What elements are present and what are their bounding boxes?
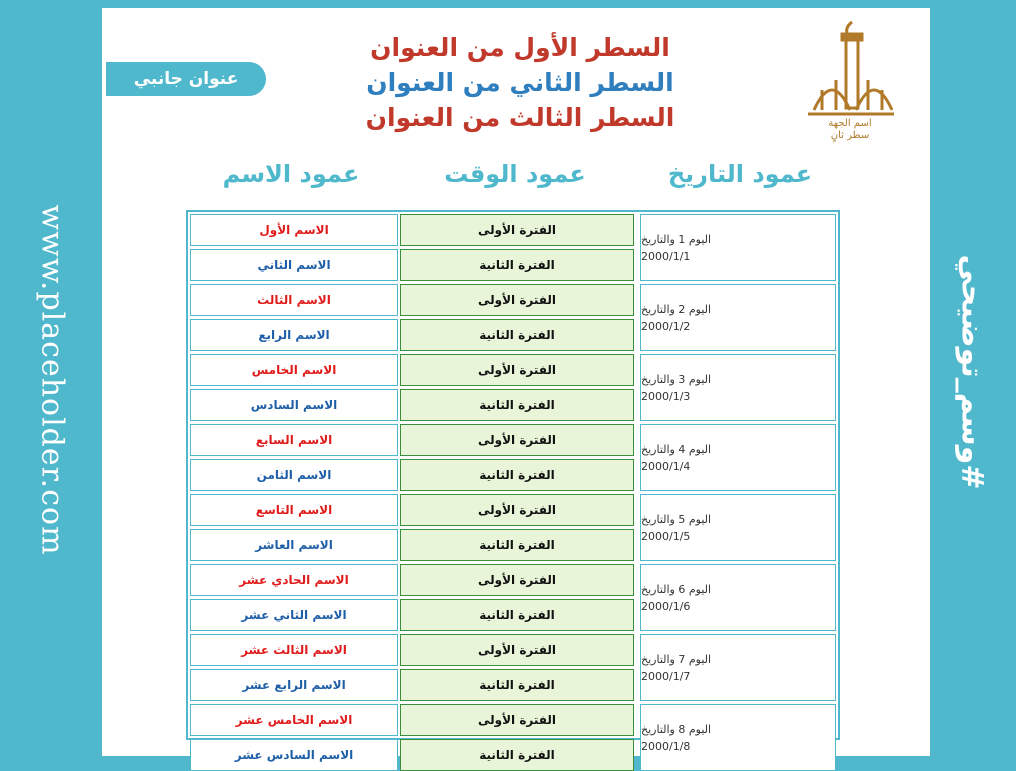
sheikh-name-cell: الاسم السادس عشر xyxy=(190,739,398,771)
period-time-cell: الفترة الثانية xyxy=(400,739,634,771)
hijri-date: اليوم 1 والتاريخ xyxy=(641,232,712,246)
gregorian-date: 2000/1/7 xyxy=(641,669,691,683)
gregorian-date: 2000/1/1 xyxy=(641,249,691,263)
day-date-cell xyxy=(640,424,836,491)
day-date-cell xyxy=(640,284,836,351)
sheikh-name-cell: الاسم العاشر xyxy=(190,529,398,561)
hijri-date: اليوم 5 والتاريخ xyxy=(641,512,712,526)
hijri-date: اليوم 8 والتاريخ xyxy=(641,722,712,736)
header-day-date: عمود التاريخ xyxy=(667,160,813,188)
day-date-cell xyxy=(640,704,836,771)
period-time-cell: الفترة الثانية xyxy=(400,389,634,421)
gregorian-date: 2000/1/2 xyxy=(641,319,691,333)
gregorian-date: 2000/1/5 xyxy=(641,529,691,543)
period-time-cell: الفترة الأولى xyxy=(400,494,634,526)
hijri-date: اليوم 4 والتاريخ xyxy=(641,442,712,456)
sheikh-name-cell: الاسم الخامس عشر xyxy=(190,704,398,736)
sheikh-name-cell: الاسم الخامس xyxy=(190,354,398,386)
gregorian-date: 2000/1/4 xyxy=(641,459,691,473)
sheikh-name-cell: الاسم الرابع عشر xyxy=(190,669,398,701)
gregorian-date: 2000/1/6 xyxy=(641,599,691,613)
header-sheikh-name: عمود الاسم xyxy=(222,160,360,188)
gregorian-date: 2000/1/3 xyxy=(641,389,691,403)
week-badge: عنوان جانبي xyxy=(106,62,266,96)
logo-line2: سطر ثانٍ xyxy=(830,130,870,141)
period-time-cell: الفترة الثانية xyxy=(400,599,634,631)
sheikh-name-cell: الاسم الحادي عشر xyxy=(190,564,398,596)
sheikh-name-cell: الاسم السابع xyxy=(190,424,398,456)
sheikh-name-cell: الاسم التاسع xyxy=(190,494,398,526)
period-time-cell: الفترة الأولى xyxy=(400,284,634,316)
sheikh-name-cell: الاسم السادس xyxy=(190,389,398,421)
day-date-cell xyxy=(640,564,836,631)
sheikh-name-cell: الاسم الثاني عشر xyxy=(190,599,398,631)
day-date-cell xyxy=(640,214,836,281)
logo-caption xyxy=(790,118,910,142)
period-time-cell: الفترة الأولى xyxy=(400,214,634,246)
day-date-cell xyxy=(640,494,836,561)
hijri-date: اليوم 3 والتاريخ xyxy=(641,372,712,386)
period-time-cell: الفترة الأولى xyxy=(400,354,634,386)
period-time-cell: الفترة الثانية xyxy=(400,249,634,281)
hijri-date: اليوم 7 والتاريخ xyxy=(641,652,712,666)
period-time-cell: الفترة الأولى xyxy=(400,564,634,596)
day-date-cell xyxy=(640,354,836,421)
header-period-time: عمود الوقت xyxy=(444,160,586,188)
sheikh-name-cell: الاسم الرابع xyxy=(190,319,398,351)
period-time-cell: الفترة الثانية xyxy=(400,669,634,701)
period-time-cell: الفترة الأولى xyxy=(400,634,634,666)
sheikh-name-cell: الاسم الثاني xyxy=(190,249,398,281)
period-time-cell: الفترة الثانية xyxy=(400,319,634,351)
title-line-1: السطر الأول من العنوان xyxy=(370,33,670,62)
schedule-title xyxy=(270,30,770,135)
period-time-cell: الفترة الثانية xyxy=(400,459,634,491)
period-time-cell: الفترة الثانية xyxy=(400,529,634,561)
hijri-date: اليوم 2 والتاريخ xyxy=(641,302,712,316)
day-date-cell xyxy=(640,634,836,701)
title-line-2: السطر الثاني من العنوان xyxy=(366,68,674,97)
logo-line1: اسم الجهة xyxy=(828,118,872,129)
title-line-3: السطر الثالث من العنوان xyxy=(365,103,675,132)
sheikh-name-cell: الاسم الثالث عشر xyxy=(190,634,398,666)
sheikh-name-cell: الاسم الأول xyxy=(190,214,398,246)
gregorian-date: 2000/1/8 xyxy=(641,739,691,753)
schedule-table xyxy=(186,210,840,762)
period-time-cell: الفترة الأولى xyxy=(400,704,634,736)
sheikh-name-cell: الاسم الثالث xyxy=(190,284,398,316)
hashtag-text: #وسم_توضيحي xyxy=(954,254,990,490)
period-time-cell: الفترة الأولى xyxy=(400,424,634,456)
website-url: www.placeholder.com xyxy=(34,204,70,556)
hijri-date: اليوم 6 والتاريخ xyxy=(641,582,712,596)
sheikh-name-cell: الاسم الثامن xyxy=(190,459,398,491)
